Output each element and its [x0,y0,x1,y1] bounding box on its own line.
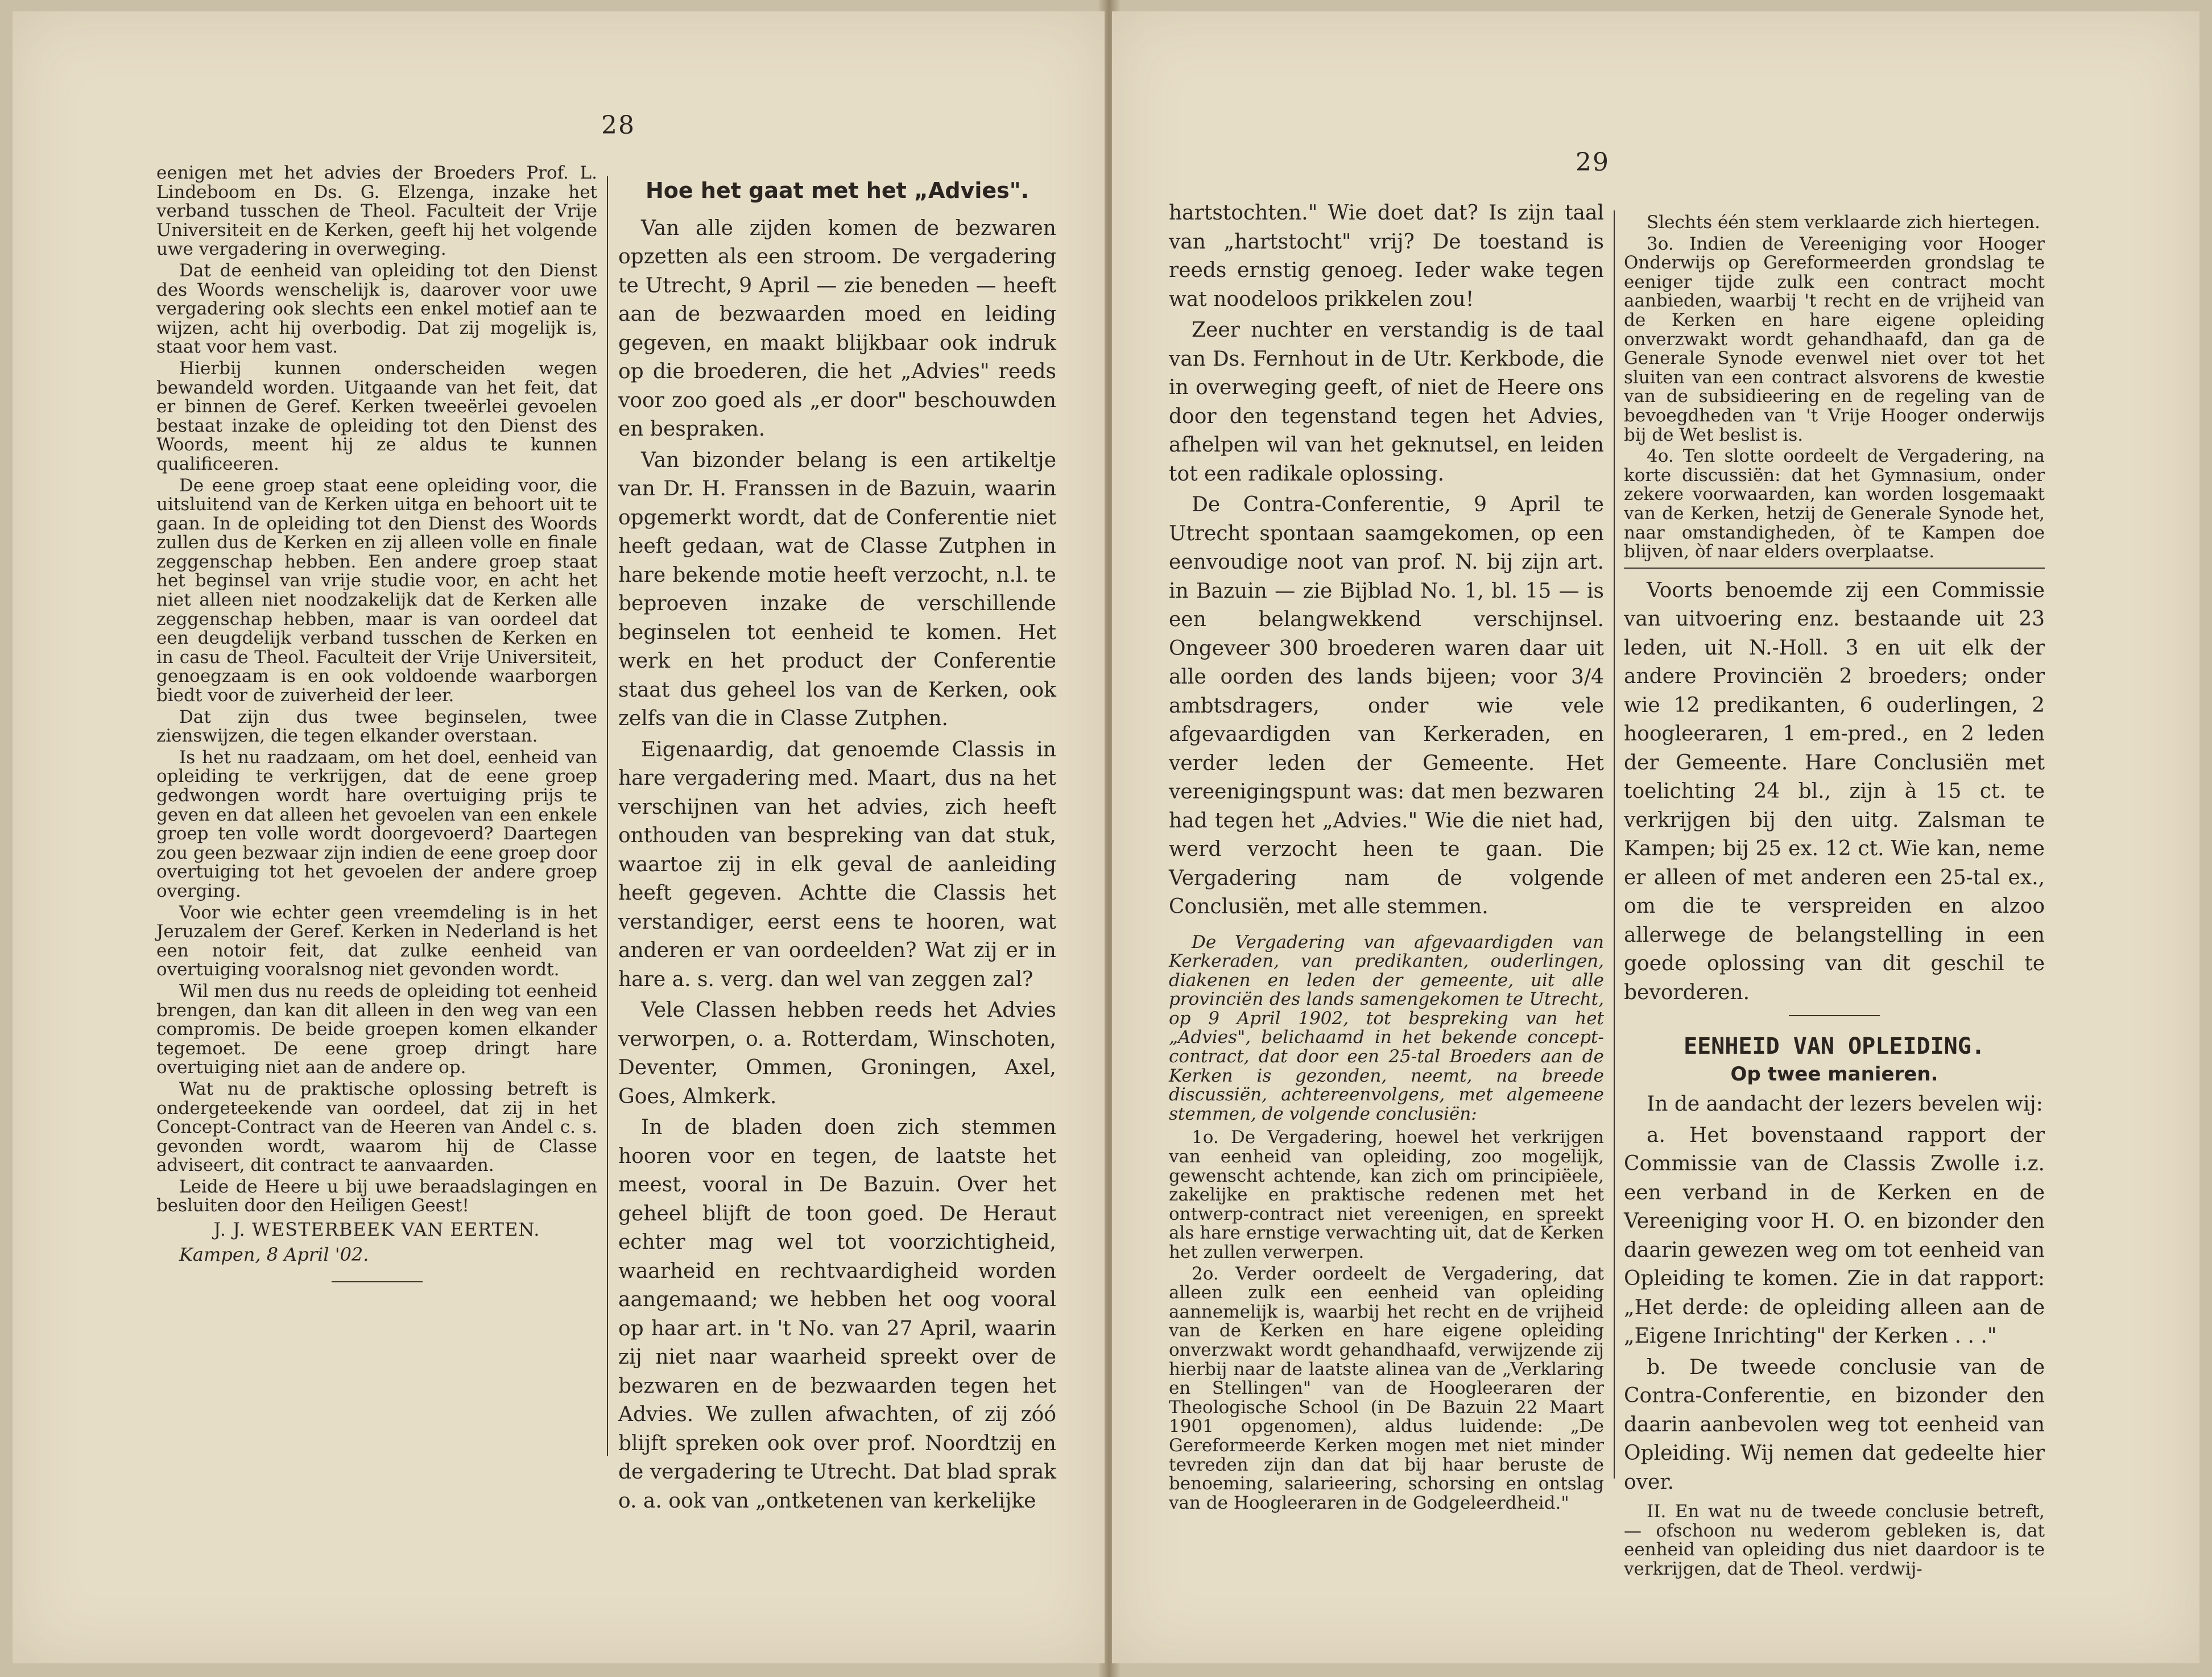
paragraph: b. De tweede conclusie van de Contra-Conferentie, en bizonder den daarin aanbevolen weg tot eenheid van Opleiding. Wij nemen dat gedeelte hier over. [1624,1355,2045,1494]
paragraph: eenigen met het advies der Broeders Prof. L. Lindeboom en Ds. G. Elzenga, inzake het verband tusschen de Theol. Faculteit der Vrije Universiteit en de Kerken, geeft hij het volgende uwe vergadering in overweging. [156,163,597,260]
paragraph: De Contra-Conferentie, 9 April te Utrecht spontaan saamgekomen, op een eenvoudige noot van prof. N. bij zijn art. in Bazuin — zie Bijblad No. 1, bl. 15 — is een belangwekkend verschijnsel. Ongeveer 300 broederen waren daar uit alle oorden des lands bijeen; voor 3/4 ambtsdragers, onder wie vele afgevaardigden van Kerkeraden, en verder leden der Gemeente. Het vereenigingspunt was: dat men bezwaren had tegen het „Advies." Wie die niet had, werd verzocht heen te gaan. Die Vergadering nam de volgende Conclusiën, met alle stemmen. [1169,493,1604,918]
right-column-2 [1624,213,2045,1581]
paragraph: Voor wie echter geen vreemdeling is in het Jeruzalem der Geref. Kerken in Nederland is het een notoir feit, dat zulke eenheid van overtuiging vooralsnog niet gevonden wordt. [156,902,597,980]
paragraph: a. Het bovenstaand rapport der Commissie van de Classis Zwolle i.z. een verband in de Kerken en de Vereeniging voor H. O. en bizonder den daarin gewezen weg om tot eenheid van Opleiding te komen. Zie in dat rapport: „Het derde: de opleiding alleen aan de „Eigene Inrichting" der Kerken . . ." [1624,1123,2045,1348]
paragraph: In de aandacht der lezers bevelen wij: [1647,1092,2043,1116]
signature: J. J. WESTERBEEK VAN EERTEN. [213,1219,540,1241]
paragraph: De eene groep staat eene opleiding voor, die uitsluitend van de Kerken uitga en behoort uit te gaan. In de opleiding tot den Dienst des Woords zullen dus de Kerken en zij alleen volle en finale zeggenschap hebben. Een andere groep staat het beginsel van vrije studie voor, en acht het niet alleen niet noodzakelijk dat de Kerken alle zeggenschap hebben, maar is van oordeel dat een deugdelijk verband tusschen de Kerken en in casu de Theol. Faculteit der Vrije Universiteit, genoegzaam is en ook voldoende waarborgen biedt voor de zuiverheid der leer. [156,475,597,706]
paragraph: Slechts één stem verklaarde zich hiertegen. [1647,212,2041,233]
paragraph: Wat nu de praktische oplossing betreft is ondergeteekende van oordeel, dat zij in het Concept-Contract van de Heeren van Andel c. s. gevonden wordt, waarom hij de Classe adviseert, dit contract te aanvaarden. [156,1078,597,1176]
paragraph: In de bladen doen zich stemmen hooren voor en tegen, de laatste het meest, vooral in De Bazuin. Over het geheel blijft de toon goed. De Heraut echter mag wel tot voorzichtigheid, waarheid en rechtvaardigheid worden aangemaand; we hebben het oog vooral op haar art. in 't No. van 27 April, waarin zij niet naar waarheid spreekt over de bezwaren en de bezwaarden tegen het Advies. We zullen afwachten, of zij zóó blijft spreken ook over prof. Noordtzij en de vergadering te Utrecht. Dat blad sprak o. a. ook van „ontketenen van kerkelijke [618,1116,1056,1513]
column-divider [1614,210,1615,1479]
section-rule [1624,568,2045,569]
section-end-rule [332,1281,423,1282]
conclusion-item: 2o. Verder oordeelt de Vergadering, dat alleen zulk een eenheid van opleiding aannemelijk is, waarbij het recht en de vrijheid van de Kerken en hare eigene opleiding onverzwakt wordt gehandhaafd, verwijzende zij hierbij naar de laatste alinea van de „Verklaring en Stellingen" van de Hoogleeraren der Theologische School (in De Bazuin 22 Maart 1901 opgenomen), aldus luidende: „De Gereformeerde Kerken mogen met niet minder tevreden zijn dan dat bij haar beruste de benoeming, salarieering, schorsing en ontslag van de Hoogleeraren in de Godgeleerdheid." [1169,1263,1604,1513]
paragraph: Dat zijn dus twee beginselen, twee zienswijzen, die tegen elkander overstaan. [156,706,597,747]
article-heading: Hoe het gaat met het „Advies". [646,178,1029,203]
left-column-2 [618,176,1056,1518]
left-column-1 [156,164,597,1282]
right-column-1 [1169,199,1604,1515]
page-number: 28 [601,111,635,140]
conclusion-item: 4o. Ten slotte oordeelt de Vergadering, na korte discussiën: dat het Gymnasium, onder zekere voorwaarden, kan worden losgemaakt van de Kerken, hetzij de Generale Synode het, naar omstandigheden, òf te Kampen doe blijven, òf naar elders overplaatse. [1624,446,2045,562]
paragraph: Van bizonder belang is een artikeltje van Dr. H. Franssen in de Bazuin, waarin opgemerkt wordt, dat de Conferentie niet heeft gedaan, wat de Classe Zutphen in hare bekende motie heeft verzocht, n.l. te beproeven inzake de verschillende beginselen tot eenheid te komen. Het werk en het product der Conferentie staat dus geheel los van de Kerken, ook zelfs van die in Classe Zutphen. [618,448,1056,730]
paragraph: Zeer nuchter en verstandig is de taal van Ds. Fernhout in de Utr. Kerkbode, die in overweging geeft, of niet de Heere ons door den tegenstand tegen het Advies, afhelpen wil van het geknutsel, en leiden tot een radikale oplossing. [1169,318,1604,486]
page-number: 29 [1576,148,1610,177]
dateline: Kampen, 8 April '02. [179,1243,369,1265]
paragraph: Vele Classen hebben reeds het Advies verworpen, o. a. Rotterdam, Winschoten, Deventer, Ommen, Groningen, Axel, Goes, Almkerk. [618,999,1056,1108]
paragraph: Leide de Heere u bij uwe beraadslagingen en besluiten door den Heiligen Geest! [156,1176,597,1216]
paragraph: Dat de eenheid van opleiding tot den Dienst des Woords wenschelijk is, daarover voor uwe vergadering ook slechts een enkel motief aan te wijzen, acht hij overbodig. Dat zij mogelijk is, staat voor hem vast. [156,260,597,358]
paragraph: Voorts benoemde zij een Commissie van uitvoering enz. bestaande uit 23 leden, uit N.-Holl. 3 en uit elk der andere Provinciën 2 broeders; onder wie 12 predikanten, 6 ouderlingen, 2 hoogleeraren, 1 em-pred., en 2 leden der Gemeente. Hare Conclusiën met toelichting 24 bl., zijn à 15 ct. te verkrijgen bij den uitg. Zalsman te Kampen; bij 25 ex. 12 ct. Wie kan, neme er alleen of met anderen een 25-tal ex., om die te verspreiden en alzoo allerwege de belangstelling in een goede oplossing van dit geschil te bevorderen. [1624,578,2045,1004]
right-page [1112,11,2199,1663]
resolution-preamble: De Vergadering van afgevaardigden van Kerkeraden, van predikanten, ouderlingen, diakenen en leden der gemeente, uit alle provinciën des lands samengekomen te Utrecht, op 9 April 1902, tot bespreking van het „Advies", belichaamd in het bekende concept-contract, dat door een 25-tal Broeders aan de Kerken is gezonden, neemt, na breede discussiën, achtereenvolgens, met algemeene stemmen, de volgende conclusiën: [1169,931,1604,1124]
paragraph: Wil men dus nu reeds de opleiding tot eenheid brengen, dan kan dit alleen in den weg van een compromis. De beide groepen komen elkander tegemoet. De eene groep dringt hare overtuiging niet aan de andere op. [156,980,597,1078]
left-page [13,11,1105,1663]
section-end-rule [1789,1015,1880,1016]
paragraph: hartstochten." Wie doet dat? Is zijn taal van „hartstocht" vrij? De toestand is reeds ernstig genoeg. Ieder wake tegen wat noodeloos prikkelen zou! [1169,201,1604,311]
paragraph: II. En wat nu de tweede conclusie betreft, — ofschoon nu wederom gebleken is, dat eenheid van opleiding dus niet daardoor is te verkrijgen, dat de Theol. verdwij- [1624,1501,2045,1579]
paragraph: Hierbij kunnen onderscheiden wegen bewandeld worden. Uitgaande van het feit, dat er binnen de Geref. Kerken tweeërlei gevoelen bestaat inzake de opleiding tot den Dienst des Woords, meent hij ze aldus te kunnen qualificeeren. [156,358,597,474]
article-heading: EENHEID VAN OPLEIDING. [1684,1033,1985,1060]
paragraph: Is het nu raadzaam, om het doel, eenheid van opleiding te verkrijgen, dat de eene groep gedwongen wordt hare overtuiging prijs te geven en dat alleen het gevoelen van een enkele groep ten volle wordt doorgevoerd? Daartegen zou geen bezwaar zijn indien de eene groep door overtuiging tot het gevoelen der andere groep overging. [156,747,597,901]
paragraph: Eigenaardig, dat genoemde Classis in hare vergadering med. Maart, dus na het verschijnen van het advies, zich heeft onthouden van bespreking van dat stuk, waartoe zij in elk geval de aanleiding heeft gegeven. Achtte die Classis het verstandiger, eerst eens te hooren, wat anderen er van oordeelden? Wat zij er in hare a. s. verg. dan wel van zeggen zal? [618,738,1056,991]
column-divider [607,176,608,1456]
article-subheading: Op twee manieren. [1730,1063,1938,1086]
conclusion-item: 1o. De Vergadering, hoewel het verkrijgen van eenheid van opleiding, zoo mogelijk, gewenscht achtende, kan zich om principiëele, zakelijke en praktische redenen met het ontwerp-contract niet vereenigen, en spreekt als hare ernstige verwachting uit, dat de Kerken het zullen verwerpen. [1169,1127,1604,1262]
conclusion-item: 3o. Indien de Vereeniging voor Hooger Onderwijs op Gereformeerden grondslag te eeniger tijde zulk een contract mocht aanbieden, waarbij 't recht en de vrijheid van de Kerken en hare eigene opleiding onverzwakt wordt gehandhaafd, dan ga de Generale Synode evenwel niet over tot het sluiten van een contract alsvorens de kwestie van de subsidieering en de regeling van de bevoegdheden van 't Vrije Hooger onderwijs bij de Wet beslist is. [1624,233,2045,445]
paragraph: Van alle zijden komen de bezwaren opzetten als een stroom. De vergadering te Utrecht, 9 April — zie beneden — heeft aan de bezwaarden moed en leiding gegeven, en maakt blijkbaar ook indruk op die broederen, die het „Advies" reeds voor zoo goed als „er door" beschouwden en bespraken. [618,216,1056,441]
